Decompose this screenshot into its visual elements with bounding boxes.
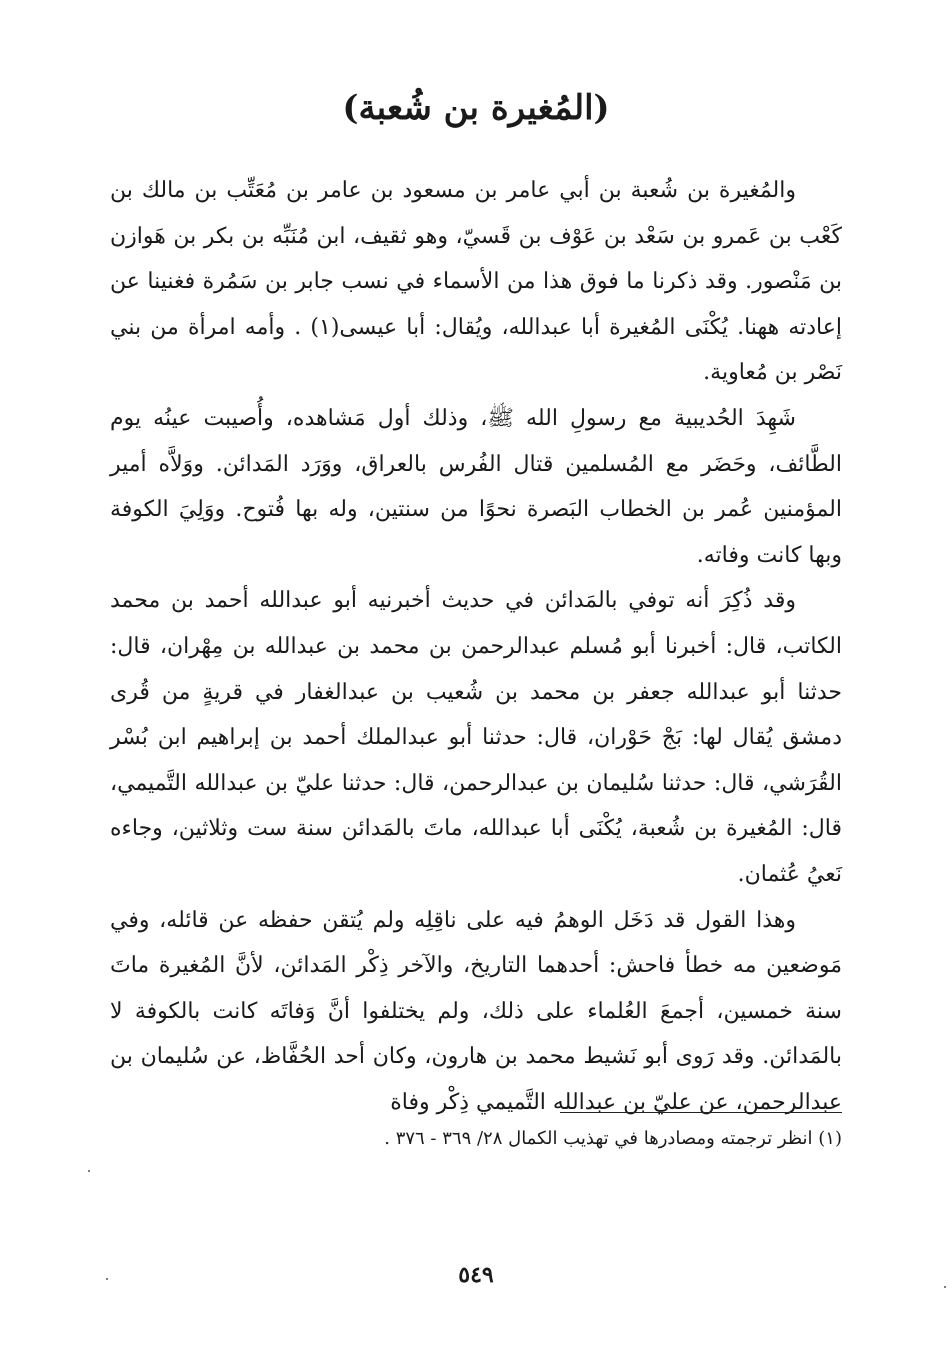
paragraph-2: شَهِدَ الحُديبية مع رسولِ الله ﷺ، وذلك أول مَشاهده، وأُصيبت عينُه يوم الطَّائف، وحَضَر مع المُسلمين قتال الفُرس بالعراق، ووَرَد المَدائن. ووَلاَّه أمير المؤمنين عُمر بن الخطاب البَصرة نحوًا من سنتين، وله بها فُتوح. ووَلِيَ الكوفة وبها كانت وفاته. [110,405,842,568]
page-number: ٥٤٩ [458,1262,494,1288]
paragraph-3: وقد ذُكِرَ أنه توفي بالمَدائن في حديث أخبرنيه أبو عبدالله أحمد بن محمد الكاتب، قال: أخبرنا أبو مُسلم عبدالرحمن بن محمد بن عبدالله بن مِهْران، قال: حدثنا أبو عبدالله جعفر بن محمد بن شُعيب بن عبدالغفار في قريةٍ من قُرى دمشق يُقال لها: بَجْ حَوْران، قال: حدثنا أبو عبدالملك أحمد بن إبراهيم ابن بُسْر القُرَشي، قال: حدثنا سُليمان بن عبدالرحمن، قال: حدثنا عليّ بن عبدالله التَّميمي، قال: المُغيرة بن شُعبة، يُكْنَى أبا عبدالله، ماتَ بالمَدائن سنة ست وثلاثين، وجاءه نَعيُ عُثمان. [110,588,842,887]
page-title: (المُغيرة بن شُعبة) [342,88,610,128]
scan-speck [106,1278,108,1280]
paragraph-1: والمُغيرة بن شُعبة بن أبي عامر بن مسعود بن عامر بن مُعَتِّب بن مالك بن كَعْب بن عَمرو بن سَعْد بن عَوْف بن قَسيّ، وهو ثقيف، ابن مُنَبِّه بن بكر بن هَوازن بن مَنْصور. وقد ذكرنا ما فوق هذا من الأسماء في نسب جابر بن سَمُرة فغنينا عن إعادته ههنا. يُكْنَى المُغيرة أبا عبدالله، ويُقال: أبا عيسى(١) . وأمه امرأة من بني نَصْر بن مُعاوية. [110,178,842,386]
footnote-divider [560,1112,842,1113]
paragraph-4: وهذا القول قد دَخَل الوهمُ فيه على ناقِلِه ولم يُتقن حفظه عن قائله، وفي مَوضعين مه خطأ فاحش: أحدهما التاريخ، والآخر ذِكْر المَدائن، لأنَّ المُغيرة ماتَ سنة خمسين، أجمعَ العُلماء على ذلك، ولم يختلفوا أنَّ وَفاتَه كانت بالكوفة لا بالمَدائن. وقد رَوى أبو نَشيط محمد بن هارون، وكان أحد الحُفَّاظ، عن سُليمان بن عبدالرحمن، عن عليّ بن عبدالله التَّميمي ذِكْر وفاة [110,907,842,1115]
scan-speck [944,1286,946,1288]
scan-speck [88,1170,90,1172]
main-text [110,168,842,1125]
footnote: (١) انظر ترجمته ومصادرها في تهذيب الكمال ٢٨/ ٣٦٩ - ٣٧٦ . [384,1128,842,1149]
